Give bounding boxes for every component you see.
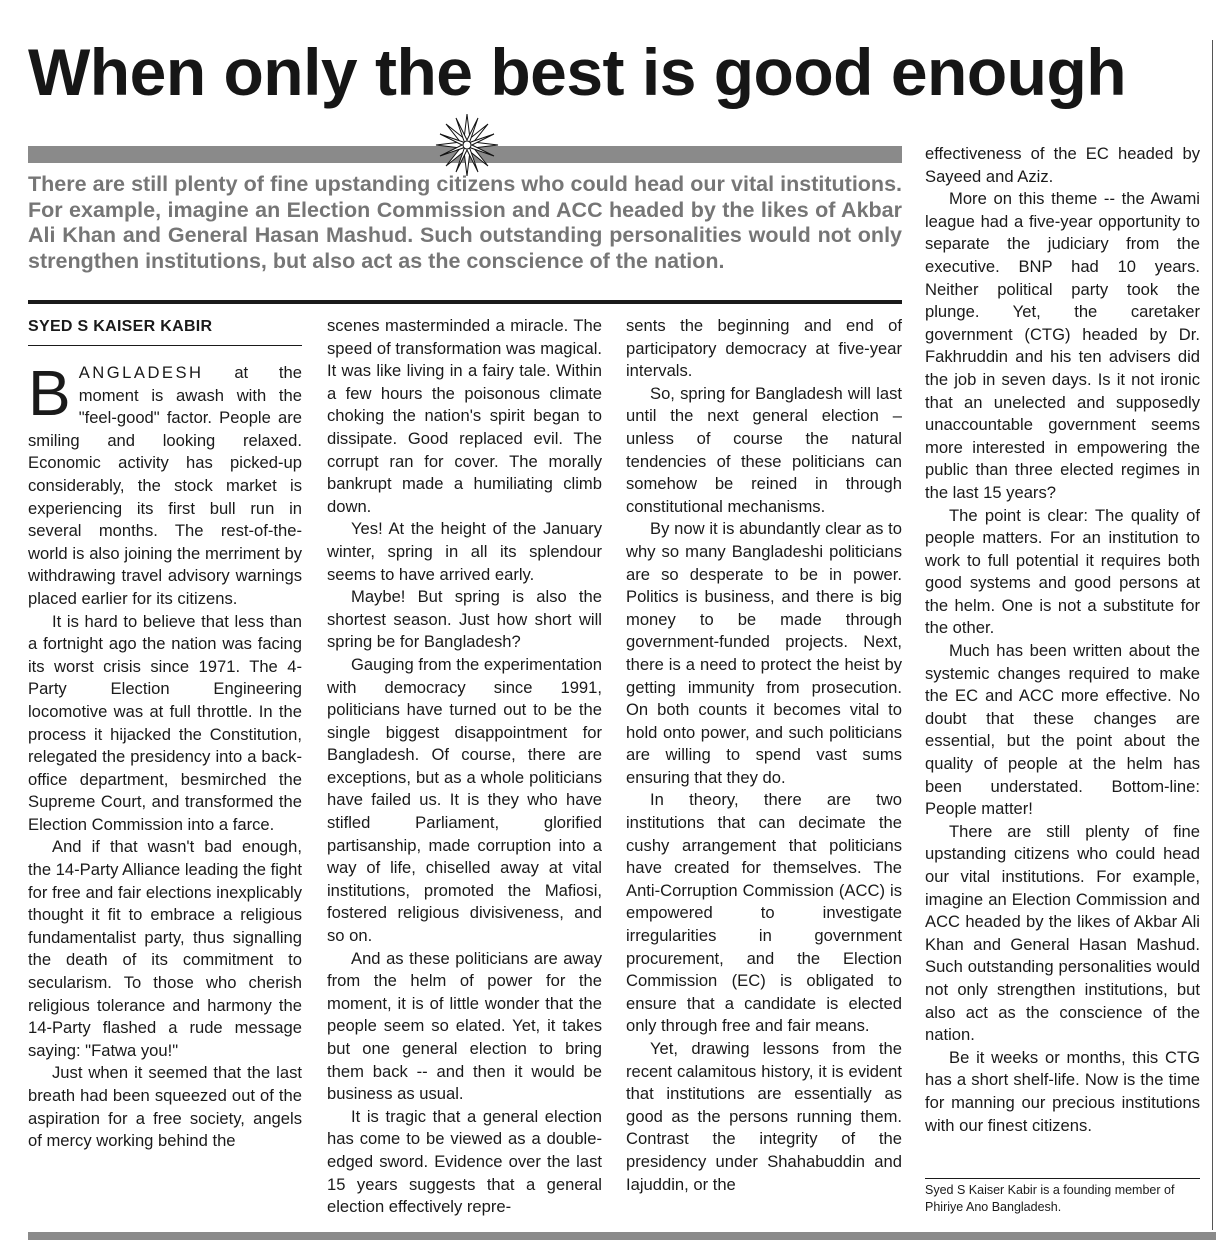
paragraph-continued: scenes masterminded a miracle. The speed of transformation was magical. It was like living in a fairy tale. Within a few hours the poisonous climate choking the nation's spirit began to dissipate. Good replaced evil. The corrupt ran for cover. The morally bankrupt made a humiliating climb down.	[327, 316, 602, 516]
article-column-4	[925, 143, 1200, 1137]
paragraph: Much has been written about the systemic changes required to make the EC and ACC more effective. No doubt that these changes are essential, but the point about the quality of people at the helm has been understated. Bottom-line: People matter!	[925, 641, 1200, 819]
bio-divider	[925, 1178, 1200, 1179]
page-edge-line	[1212, 40, 1213, 1230]
paragraph: More on this theme -- the Awami league had a five-year opportunity to separate the judiciary from the executive. BNP had 10 years. Neither political party took the plunge. Yet, the caretaker government (CTG) headed by Dr. Fakhruddin and his ten advisers did the job in seven days. Is it not ironic that an unelected and supposedly unaccountable government seems more interested in empowering the public than three elected regimes in the last 15 years?	[925, 189, 1200, 502]
paragraph: The point is clear: The quality of people matters. For an institution to work to full potential it requires both good systems and good persons at the helm. One is not a substitute for the other.	[925, 505, 1200, 638]
paragraph: It is hard to believe that less than a fortnight ago the nation was facing its worst crisis since 1971. The 4-Party Election Engineering locomotive was at full throttle. In the process it hijacked the Constitution, relegated the presidency into a back-office department, besmirched the Supreme Court, and transformed the Election Commission into a farce.	[28, 611, 302, 834]
lead-paragraph	[28, 357, 302, 611]
paragraph: Be it weeks or months, this CTG has a short shelf-life. Now is the time for manning our precious institutions with our finest citizens.	[925, 1047, 1200, 1135]
paragraph-continued: sents the beginning and end of participatory democracy at five-year intervals.	[626, 316, 902, 381]
paragraph: It is tragic that a general election has come to be viewed as a double-edged sword. Evidence over the last 15 years suggests that a general election effectively repre-	[327, 1106, 602, 1217]
paragraph-continued: effectiveness of the EC headed by Sayeed and Aziz.	[925, 144, 1200, 186]
article-column-2	[327, 315, 602, 1219]
article-column-3	[626, 315, 902, 1196]
paragraph: And if that wasn't bad enough, the 14-Party Alliance leading the fight for free and fair elections inexplicably thought it fit to embrace a religious fundamentalist party, thus signalling the death of its commitment to secularism. To those who cherish religious tolerance and harmony the 14-Party flashed a rude message saying: "Fatwa you!"	[28, 837, 302, 1060]
paragraph: There are still plenty of fine upstanding citizens who could head our vital institutions. For example, imagine an Election Commission and ACC headed by the likes of Akbar Ali Khan and General Hasan Mashud. Such outstanding personalities would not only strengthen institutions, but also act as the conscience of the nation.	[925, 821, 1200, 1045]
deck-divider	[28, 300, 902, 304]
deck-summary: There are still plenty of fine upstanding citizens who could head our vital institutions. For example, imagine an Election Commission and ACC headed by the likes of Akbar Ali Khan and General Hasan Mashud. Such outstanding personalities would not only strengthen institutions, but also act as the conscience of the nation.	[28, 172, 902, 273]
starburst-icon	[434, 112, 500, 178]
article-column-1	[28, 357, 302, 1153]
paragraph: So, spring for Bangladesh will last until the next general election – unless of course the natural tendencies of these politicians can somehow be reined in through constitutional mechanisms.	[626, 383, 902, 516]
lead-caps: ANGLADESH	[78, 363, 204, 382]
paragraph: Yet, drawing lessons from the recent calamitous history, it is evident that institutions are essentially as good as the persons running them. Contrast the integrity of the presidency under Shahabuddin and Iajuddin, or the	[626, 1039, 902, 1194]
paragraph: In theory, there are two institutions that can decimate the cushy arrangement that politicians have created for themselves. The Anti-Corruption Commission (ACC) is empowered to investigate irregularities in government procurement, and the Election Commission (EC) is obligated to ensure that a candidate is elected only through free and fair means.	[626, 790, 902, 1036]
author-bio: Syed S Kaiser Kabir is a founding member of Phiriye Ano Bangladesh.	[925, 1183, 1175, 1214]
byline: SYED S KAISER KABIR	[28, 318, 213, 335]
drop-cap: B	[28, 357, 71, 429]
headline: When only the best is good enough	[28, 35, 1127, 109]
lead-text: at the moment is awash with the "feel-good" factor. People are smiling and looking relaxed. Economic activity has picked-up considerably, the stock market is experiencing its first bull run in several months. The rest-of-the-world is also joining the merriment by withdrawing travel advisory warnings placed earlier for its citizens.	[28, 363, 302, 608]
paragraph: Yes! At the height of the January winter, spring in all its splendour seems to have arrived early.	[327, 519, 602, 584]
paragraph: Maybe! But spring is also the shortest season. Just how short will spring be for Bangladesh?	[327, 587, 602, 652]
byline-divider	[28, 345, 302, 346]
bottom-gray-bar	[28, 1232, 1216, 1240]
paragraph: Gauging from the experimentation with democracy since 1991, politicians have turned out to be the single biggest disappointment for Bangladesh. Of course, there are exceptions, but as a whole politicians have failed us. It is they who have stifled Parliament, glorified partisanship, made corruption into a way of life, chiselled away at vital institutions, promoted the Mafiosi, fostered religious divisiveness, and so on.	[327, 654, 602, 946]
paragraph: And as these politicians are away from the helm of power for the moment, it is of little wonder that the people seem so elated. Yet, it takes but one general election to bring them back -- and then it would be business as usual.	[327, 948, 602, 1104]
paragraph: Just when it seemed that the last breath had been squeezed out of the aspiration for a free society, angels of mercy working behind the	[28, 1063, 302, 1151]
paragraph: By now it is abundantly clear as to why so many Bangladeshi politicians are so desperate to be in power. Politics is business, and there is big money to be made through government-funded projects. Next, there is a need to protect the heist by getting immunity from prosecution. On both counts it becomes vital to hold onto power, and such politicians are willing to spend vast sums ensuring that they do.	[626, 519, 902, 787]
